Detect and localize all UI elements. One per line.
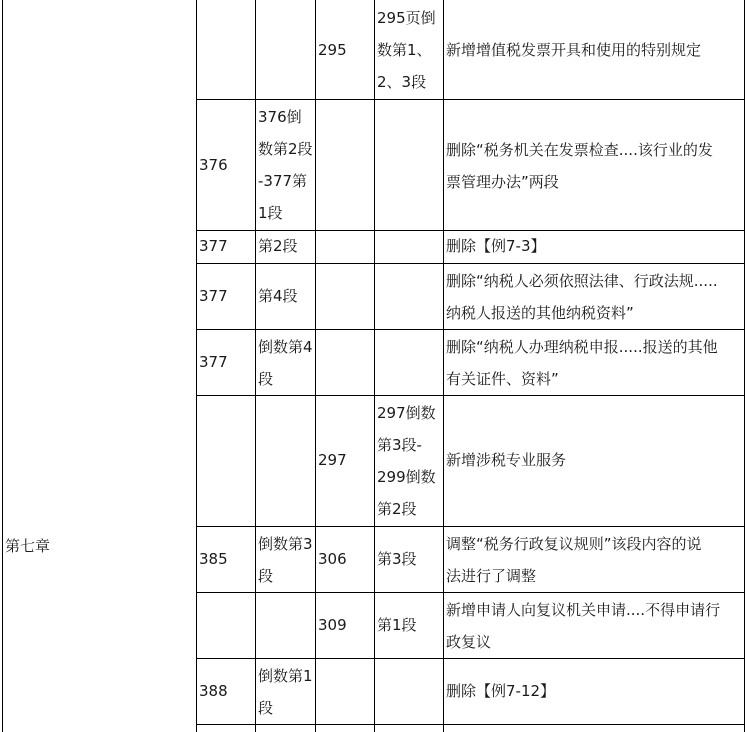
row-divider bbox=[196, 724, 745, 725]
new-page-cell: 297 bbox=[318, 451, 347, 469]
content-cell: 删除【例7-12】 bbox=[446, 682, 556, 700]
content-cell: 删除“税务机关在发票检查....该行业的发 票管理办法”两段 bbox=[446, 141, 713, 191]
old-paragraph-cell: 376倒 数第2段 -377第 1段 bbox=[258, 108, 313, 222]
table-border-right bbox=[744, 0, 745, 732]
column-divider bbox=[196, 0, 197, 732]
old-paragraph-cell: 倒数第4 段 bbox=[258, 338, 313, 388]
row-divider bbox=[196, 395, 745, 396]
table-border-left bbox=[2, 0, 3, 732]
row-divider bbox=[196, 658, 745, 659]
row-divider bbox=[196, 99, 745, 100]
new-paragraph-cell: 297倒数 第3段- 299倒数 第2段 bbox=[377, 404, 436, 518]
row-divider bbox=[196, 263, 745, 264]
column-divider bbox=[443, 0, 444, 732]
new-paragraph-cell: 第3段 bbox=[377, 550, 417, 568]
content-cell: 删除“纳税人办理纳税申报.....报送的其他 有关证件、资料” bbox=[446, 338, 718, 388]
old-page-cell: 388 bbox=[199, 682, 228, 700]
old-page-cell: 376 bbox=[199, 156, 228, 174]
old-paragraph-cell: 第2段 bbox=[258, 237, 298, 255]
content-cell: 删除“纳税人必须依照法律、行政法规..... 纳税人报送的其他纳税资料” bbox=[446, 272, 718, 322]
row-divider bbox=[196, 526, 745, 527]
content-cell: 调整“税务行政复议规则”该段内容的说 法进行了调整 bbox=[446, 535, 702, 585]
old-paragraph-cell: 倒数第1 段 bbox=[258, 667, 313, 717]
content-cell: 新增涉税专业服务 bbox=[446, 451, 567, 469]
old-page-cell: 377 bbox=[199, 353, 228, 371]
row-divider bbox=[196, 329, 745, 330]
content-cell: 删除【例7-3】 bbox=[446, 237, 546, 255]
old-page-cell: 377 bbox=[199, 287, 228, 305]
new-page-cell: 295 bbox=[318, 41, 347, 59]
content-cell: 新增增值税发票开具和使用的特别规定 bbox=[446, 41, 702, 59]
old-paragraph-cell: 倒数第3 段 bbox=[258, 535, 313, 585]
old-page-cell: 385 bbox=[199, 550, 228, 568]
row-divider bbox=[196, 592, 745, 593]
column-divider bbox=[315, 0, 316, 732]
content-cell: 新增申请人向复议机关申请....不得申请行 政复议 bbox=[446, 601, 721, 651]
old-page-cell: 377 bbox=[199, 237, 228, 255]
column-divider bbox=[374, 0, 375, 732]
new-page-cell: 306 bbox=[318, 550, 347, 568]
new-page-cell: 309 bbox=[318, 616, 347, 634]
column-divider bbox=[255, 0, 256, 732]
chapter-label: 第七章 bbox=[5, 537, 51, 555]
old-paragraph-cell: 第4段 bbox=[258, 287, 298, 305]
new-paragraph-cell: 第1段 bbox=[377, 616, 417, 634]
new-paragraph-cell: 295页倒 数第1、 2、3段 bbox=[377, 9, 436, 91]
